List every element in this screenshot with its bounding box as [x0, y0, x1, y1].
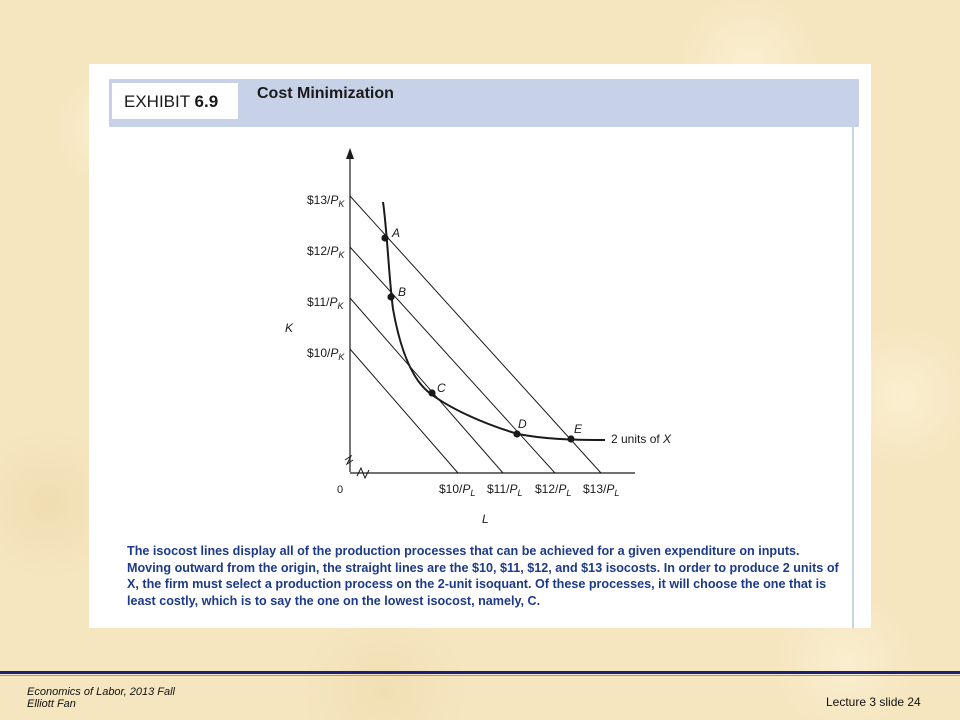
y-tick-13: $\$13/P_K$ — [307, 193, 345, 209]
isocost-11 — [350, 298, 503, 473]
exhibit-tag-number: 6.9 — [194, 92, 219, 111]
isoquant-label-var: X — [663, 432, 672, 446]
y-tick-11: $\$11/P_K$ — [307, 295, 344, 311]
isocost-10 — [350, 349, 458, 473]
exhibit-tag-prefix: EXHIBIT — [124, 92, 195, 111]
point-E-label: E — [574, 422, 583, 436]
x-tick-11: $\$11/P_L$ — [487, 482, 523, 498]
isoquant-label — [611, 432, 672, 446]
exhibit-caption — [127, 543, 839, 609]
footer-author: Elliott Fan — [27, 698, 76, 710]
footer-rule — [0, 671, 960, 674]
y-tick-12: $\$12/P_K$ — [307, 244, 345, 260]
x-axis-break — [357, 468, 369, 478]
point-B-label: B — [398, 285, 407, 299]
x-tick-10: $\$10/P_L$ — [439, 482, 476, 498]
point-C-label: C — [437, 381, 446, 395]
x-tick-13: $\$13/P_L$ — [583, 482, 620, 498]
cost-minimization-diagram — [89, 64, 871, 534]
point-A-label: A — [392, 226, 401, 240]
point-D-label: D — [518, 417, 527, 431]
point-B-marker — [387, 293, 394, 300]
x-axis-label: L — [482, 512, 489, 526]
y-axis-label: K — [285, 321, 294, 335]
isoquant-label-prefix: 2 units of — [611, 432, 664, 446]
y-axis-arrow — [346, 148, 354, 159]
y-tick-10: $\$10/P_K$ — [307, 346, 345, 362]
x-tick-12: $\$12/P_L$ — [535, 482, 572, 498]
slide-number: Lecture 3 slide 24 — [826, 695, 921, 709]
footer-course: Economics of Labor, 2013 Fall — [27, 686, 175, 698]
caption-text: The isocost lines display all of the production processes that can be achieved for a given expenditure on inputs. Moving outward from the origin, the straight lines are the $10, $11, $12, and $13 isocosts. In order to produce 2 units of X, the firm must select a production process on the 2-unit isoquant. Of these processes, it will choose the one that is least costly, which is to say the one on the lowest isocost, namely, C. — [127, 544, 839, 608]
footer-credits — [27, 686, 175, 710]
point-C-marker — [428, 389, 435, 396]
isocost-12 — [350, 247, 555, 473]
point-E-marker — [567, 435, 574, 442]
footer-rule-accent — [0, 675, 960, 676]
exhibit-panel — [89, 64, 871, 628]
point-D-marker — [513, 430, 520, 437]
y-axis-break — [345, 456, 353, 464]
exhibit-title: Cost Minimization — [257, 85, 394, 102]
isoquant-curve — [383, 202, 605, 440]
point-A-marker — [381, 234, 388, 241]
origin-label: 0 — [337, 484, 344, 496]
